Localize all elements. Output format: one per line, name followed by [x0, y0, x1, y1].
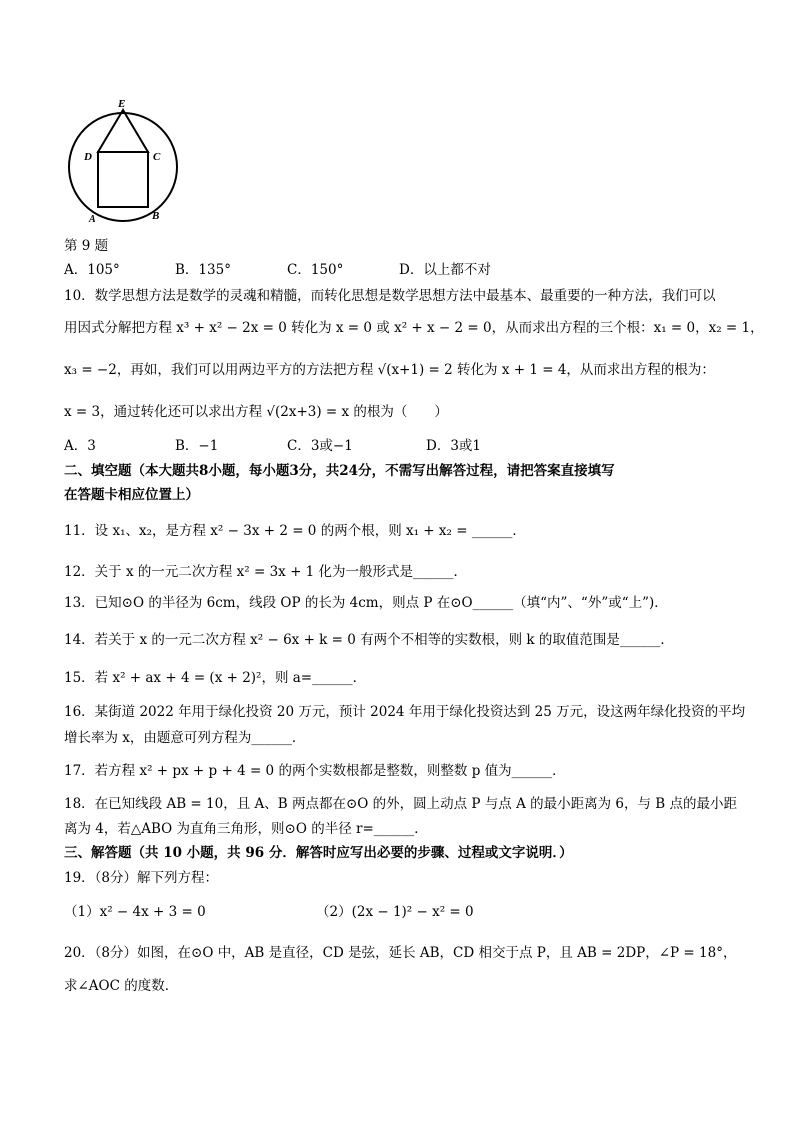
q10-option-b: B．−1	[175, 438, 219, 454]
section2-title-line1: 二、填空题（本大题共8小题，每小题3分，共24分，不需写出解答过程，请把答案直接填写	[64, 463, 615, 479]
q17: 17．若方程 x² + px + p + 4 = 0 的两个实数根都是整数，则整数 p 值为______．	[64, 763, 566, 779]
q14: 14．若关于 x 的一元二次方程 x² − 6x + k = 0 有两个不相等的实数根，则 k 的取值范围是______．	[64, 632, 674, 648]
q15: 15．若 x² + ax + 4 = (x + 2)²，则 a=______．	[64, 670, 367, 686]
q20-line1: 20．（8分）如图，在⊙O 中，AB 是直径，CD 是弦，延长 AB，CD 相交于点 P，且 AB = 2DP，∠P = 18°，	[64, 945, 737, 961]
q10-line2: 用因式分解把方程 x³ + x² − 2x = 0 转化为 x = 0 或 x² + x − 2 = 0，从而求出方程的三个根：x₁ = 0，x₂ = 1，	[64, 320, 764, 336]
q9-option-c: C．150°	[287, 262, 344, 278]
label-a: A	[89, 214, 96, 225]
square-abcd	[98, 152, 148, 207]
q10-line3: x₃ = −2，再如，我们可以用两边平方的方法把方程 √(x+1) = 2 转化为 x + 1 = 4，从而求出方程的根为：	[64, 362, 715, 378]
label-d: D	[84, 151, 92, 163]
q18-line1: 18．在已知线段 AB = 10，且 A、B 两点都在⊙O 的外，圆上动点 P 与点 A 的最小距离为 6，与 B 点的最小距	[64, 796, 738, 812]
q13: 13．已知⊙O 的半径为 6cm，线段 OP 的长为 4cm，则点 P 在⊙O______（填“内”、“外”或“上”)．	[64, 595, 668, 611]
q9-figure	[60, 92, 190, 227]
q16-line2: 增长率为 x，由题意可列方程为______．	[64, 730, 306, 746]
q19-part2: （2）(2x − 1)² − x² = 0	[316, 904, 474, 920]
figure-caption: 第 9 题	[64, 238, 109, 254]
label-b: B	[152, 210, 160, 222]
q11: 11．设 x₁、x₂，是方程 x² − 3x + 2 = 0 的两个根，则 x₁ + x₂ = ______．	[64, 523, 526, 539]
q10-line1: 10．数学思想方法是数学的灵魂和精髓，而转化思想是数学思想方法中最基本、最重要的一种方法，我们可以	[64, 288, 716, 304]
q9-option-a: A．105°	[64, 262, 120, 278]
q19-stem: 19．（8分）解下列方程：	[64, 870, 219, 886]
q10-option-d: D．3或1	[426, 438, 482, 454]
label-c: C	[153, 151, 161, 163]
q12: 12．关于 x 的一元二次方程 x² = 3x + 1 化为一般形式是______．	[64, 564, 468, 580]
q18-line2: 离为 4，若△ABO 为直角三角形，则⊙O 的半径 r=______．	[64, 821, 428, 837]
section3-title: 三、解答题（共 10 小题，共 96 分．解答时应写出必要的步骤、过程或文字说明．）	[64, 845, 573, 861]
label-e: E	[118, 98, 126, 110]
q9-option-d: D．以上都不对	[399, 262, 491, 278]
section2-title-line2: 在答题卡相应位置上）	[64, 487, 199, 503]
q20-line2: 求∠AOC 的度数．	[64, 978, 179, 994]
circle	[69, 113, 177, 221]
q10-option-a: A．3	[64, 438, 96, 454]
q16-line1: 16．某街道 2022 年用于绿化投资 20 万元，预计 2024 年用于绿化投资达到 25 万元，设这两年绿化投资的平均	[64, 704, 746, 720]
q19-part1: （1）x² − 4x + 3 = 0	[64, 904, 206, 920]
q9-option-b: B．135°	[175, 262, 231, 278]
q10-line4: x = 3，通过转化还可以求出方程 √(2x+3) = x 的根为（ ）	[64, 404, 448, 420]
q10-option-c: C．3或−1	[287, 438, 353, 454]
